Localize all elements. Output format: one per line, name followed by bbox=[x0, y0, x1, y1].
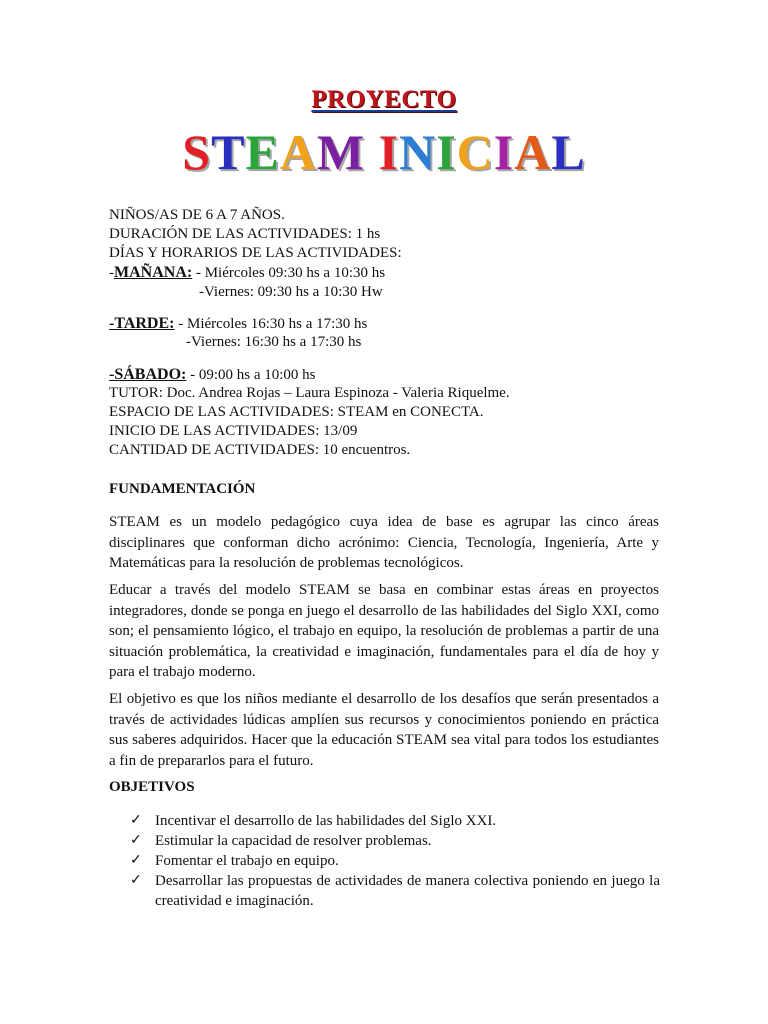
saturday-line bbox=[109, 365, 316, 385]
fundamentacion-p1: STEAM es un modelo pedagógico cuya idea de base es agrupar las cinco áreas disciplinares que conforman dicho acrónimo: Ciencia, Tecnología, Ingeniería, Arte y Matemáticas para la resolución de problemas tecnológicos. bbox=[109, 514, 659, 571]
title-letter: I bbox=[493, 124, 515, 180]
saturday-time: - 09:00 hs a 10:00 hs bbox=[186, 367, 316, 383]
schedule-heading: DÍAS Y HORARIOS DE LAS ACTIVIDADES: bbox=[109, 245, 402, 261]
check-icon: ✓ bbox=[130, 813, 142, 828]
title-proyecto: PROYECTO bbox=[311, 86, 457, 113]
morning-line2: -Viernes: 09:30 hs a 10:30 Hw bbox=[199, 284, 383, 300]
fundamentacion-p2: Educar a través del modelo STEAM se basa en combinar estas áreas en proyectos integradores, donde se ponga en juego el desarrollo de las habilidades del Siglo XXI, como son; el pensamiento lógico, el trabajo en equipo, la resolución de problemas a partir de una situación problemática, la creatividad e imaginación, fundamentales para el día de hoy y para el trabajo moderno. bbox=[109, 582, 659, 680]
title-letter: E bbox=[245, 124, 280, 180]
title-letter: M bbox=[316, 124, 366, 180]
duration-line: DURACIÓN DE LAS ACTIVIDADES: 1 hs bbox=[109, 226, 381, 242]
tutor-line: TUTOR: Doc. Andrea Rojas – Laura Espinoza - Valeria Riquelme. bbox=[109, 385, 510, 401]
afternoon-line2: -Viernes: 16:30 hs a 17:30 hs bbox=[186, 334, 362, 350]
list-item bbox=[130, 851, 660, 871]
fundamentacion-heading: FUNDAMENTACIÓN bbox=[109, 481, 256, 497]
title-letter bbox=[365, 124, 379, 180]
title-steam-inicial bbox=[0, 122, 768, 182]
title-letter: T bbox=[211, 124, 246, 180]
morning-label: MAÑANA: bbox=[114, 264, 193, 281]
morning-prefix: - bbox=[109, 265, 114, 281]
objetivo-text: Estimular la capacidad de resolver problemas. bbox=[155, 833, 432, 849]
afternoon-line bbox=[109, 314, 367, 334]
saturday-label: -SÁBADO: bbox=[109, 366, 187, 383]
title-letter: I bbox=[378, 124, 400, 180]
objetivo-text: Fomentar el trabajo en equipo. bbox=[155, 853, 339, 869]
check-icon: ✓ bbox=[130, 873, 142, 888]
fundamentacion-p3: El objetivo es que los niños mediante el desarrollo de los desafíos que serán presentados a través de actividades lúdicas amplíen sus recursos y conocimientos poniendo en práctica sus saberes adquiridos. Hacer que la educación STEAM sea vital para todos los estudiantes a fin de prepararlos para el futuro. bbox=[109, 691, 659, 769]
objetivos-heading: OBJETIVOS bbox=[109, 779, 195, 795]
objetivos-list bbox=[130, 811, 660, 911]
check-icon: ✓ bbox=[130, 833, 142, 848]
space-line: ESPACIO DE LAS ACTIVIDADES: STEAM en CONECTA. bbox=[109, 404, 484, 420]
morning-line1: - Miércoles 09:30 hs a 10:30 hs bbox=[192, 265, 386, 281]
title-letter: A bbox=[279, 124, 317, 180]
title-letter: L bbox=[551, 124, 586, 180]
title-letter: C bbox=[456, 124, 494, 180]
list-item bbox=[130, 871, 660, 911]
objetivo-text: Incentivar el desarrollo de las habilidades del Siglo XXI. bbox=[155, 813, 497, 829]
objetivo-text: Desarrollar las propuestas de actividades de manera colectiva poniendo en juego la creatividad e imaginación. bbox=[155, 873, 660, 909]
morning-line bbox=[109, 263, 385, 283]
afternoon-line1: - Miércoles 16:30 hs a 17:30 hs bbox=[174, 316, 368, 332]
check-icon: ✓ bbox=[130, 853, 142, 868]
count-line: CANTIDAD DE ACTIVIDADES: 10 encuentros. bbox=[109, 442, 411, 458]
list-item bbox=[130, 811, 660, 831]
ages-line: NIÑOS/AS DE 6 A 7 AÑOS. bbox=[109, 207, 285, 223]
title-letter: N bbox=[399, 124, 437, 180]
afternoon-label: -TARDE: bbox=[109, 315, 175, 332]
title-letter: A bbox=[514, 124, 552, 180]
start-line: INICIO DE LAS ACTIVIDADES: 13/09 bbox=[109, 423, 358, 439]
title-letter: S bbox=[182, 124, 212, 180]
list-item bbox=[130, 831, 660, 851]
title-letter: I bbox=[436, 124, 457, 180]
